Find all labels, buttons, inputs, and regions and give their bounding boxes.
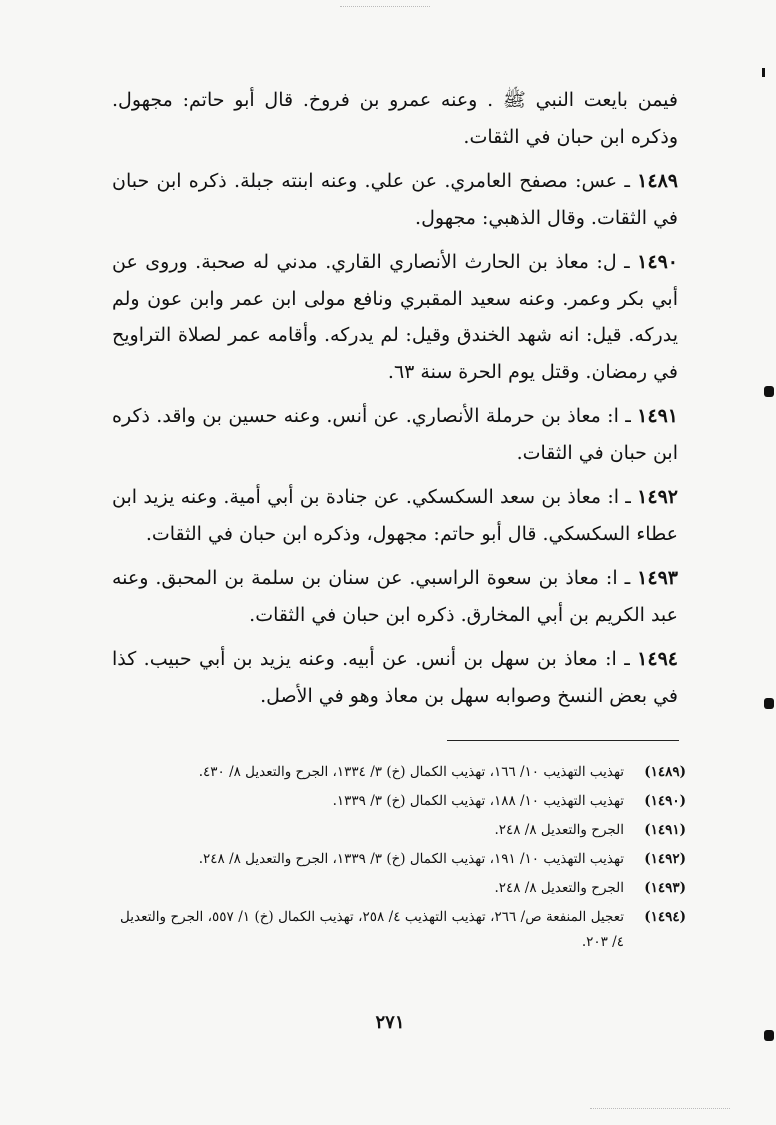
entry-number: ١٤٩١ [637,405,678,427]
paragraph-text: فيمن بايعت النبي ﷺ . وعنه عمرو بن فروخ. قال أبو حاتم: مجهول. وذكره ابن حبان في الثقات. [112,89,678,148]
entry-1490 [112,244,678,390]
entry-number: ١٤٩٠ [637,251,678,273]
entry-1491 [112,398,678,471]
entry-1489 [112,163,678,236]
paragraph-continuation [112,82,678,155]
footnote-number: (١٤٩١) [644,822,686,838]
entry-1493 [112,560,678,633]
footnote-text: تهذيب التهذيب ١٠/ ١٦٦، تهذيب الكمال (خ) ٣/ ١٣٣٤، الجرح والتعديل ٨/ ٤٣٠. [198,764,624,780]
entry-number: ١٤٩٤ [637,648,678,670]
scan-edge-top [340,6,430,7]
entry-number: ١٤٨٩ [637,170,678,192]
footnote-number: (١٤٩٤) [644,909,686,925]
footnote-divider [447,740,679,741]
footnote-number: (١٤٨٩) [644,764,686,780]
scan-edge-bottom [590,1108,730,1109]
entry-number: ١٤٩٢ [637,486,678,508]
entry-text: ـ ل: معاذ بن الحارث الأنصاري القاري. مدني له صحبة. وروى عن أبي بكر وعمر. وعنه سعيد المقبري ونافع مولى ابن عمر وابن عون ولم يدركه. قيل: انه شهد الخندق وقيل: لم يدركه. وأقامه عمر لصلاة التراويح في رمضان. وقتل يوم الحرة سنة ٦٣. [112,251,678,383]
entry-text: ـ ا: معاذ بن حرملة الأنصاري. عن أنس. وعنه حسين بن واقد. ذكره ابن حبان في الثقات. [112,405,678,464]
entry-number: ١٤٩٣ [637,567,678,589]
footnote-number: (١٤٩٠) [644,793,686,809]
footnote-number: (١٤٩٣) [644,880,686,896]
entry-text: ـ ا: معاذ بن سهل بن أنس. عن أبيه. وعنه يزيد بن أبي حبيب. كذا في بعض النسخ وصوابه سهل بن معاذ وهو في الأصل. [112,648,678,707]
scan-mark [764,1030,774,1041]
footnote-item [120,789,686,814]
entry-text: ـ ا: معاذ بن سعوة الراسبي. عن سنان بن سلمة بن المحبق. وعنه عبد الكريم بن أبي المخارق. ذكره ابن حبان في الثقات. [112,567,678,626]
footnotes [120,760,686,959]
footnote-item [120,760,686,785]
page-number: ٢٧١ [375,1012,405,1033]
footnote-text: تهذيب التهذيب ١٠/ ١٩١، تهذيب الكمال (خ) ٣/ ١٣٣٩، الجرح والتعديل ٨/ ٢٤٨. [198,851,624,867]
entry-text: ـ عس: مصفح العامري. عن علي. وعنه ابنته جبلة. ذكره ابن حبان في الثقات. وقال الذهبي: مجهول. [112,170,678,229]
entry-text: ـ ا: معاذ بن سعد السكسكي. عن جنادة بن أبي أمية. وعنه يزيد ابن عطاء السكسكي. قال أبو حاتم: مجهول، وذكره ابن حبان في الثقات. [112,486,678,545]
footnote-text: تهذيب التهذيب ١٠/ ١٨٨، تهذيب الكمال (خ) ٣/ ١٣٣٩. [332,793,624,809]
footnote-text: الجرح والتعديل ٨/ ٢٤٨. [494,880,624,896]
footnote-text: تعجيل المنفعة ص/ ٢٦٦، تهذيب التهذيب ٤/ ٢٥٨، تهذيب الكمال (خ) ١/ ٥٥٧، الجرح والتعديل ٤/ ٢٠٣. [120,909,624,950]
scan-mark [764,698,774,709]
entry-1494 [112,641,678,714]
footnote-item [120,876,686,901]
scan-mark [762,68,765,77]
main-text [112,82,678,722]
footnote-item [120,905,686,955]
footnote-text: الجرح والتعديل ٨/ ٢٤٨. [494,822,624,838]
footnote-item [120,847,686,872]
footnote-item [120,818,686,843]
footnote-number: (١٤٩٢) [644,851,686,867]
entry-1492 [112,479,678,552]
scan-mark [764,386,774,397]
